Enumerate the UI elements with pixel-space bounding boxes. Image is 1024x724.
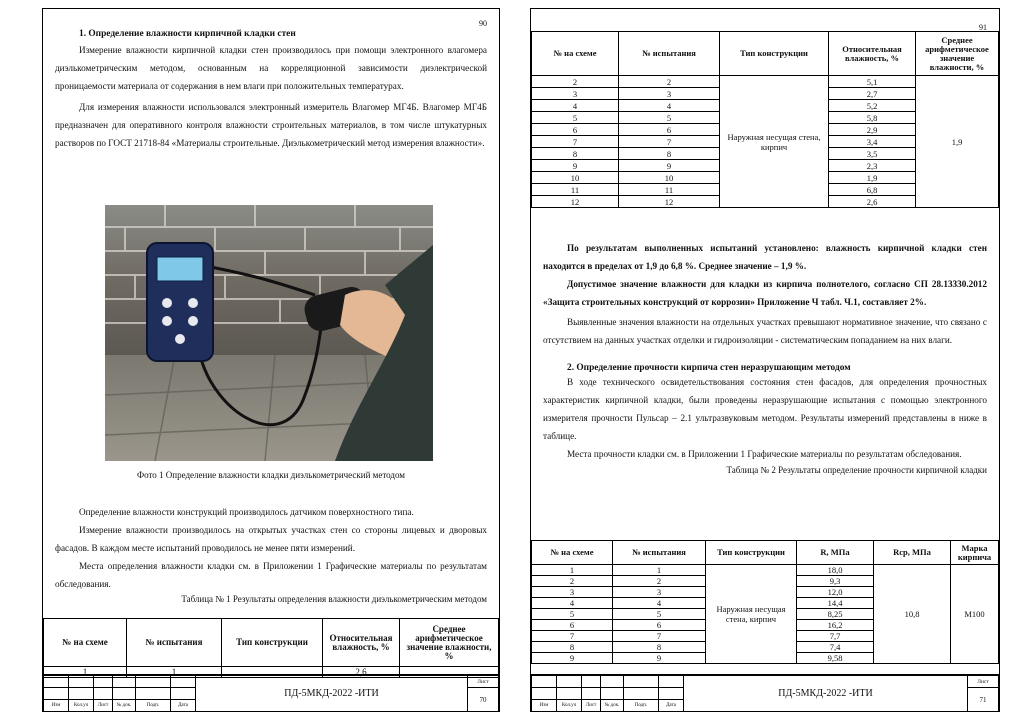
table-row: 1 1 Наружная несущая стена, кирпич 18,0 10,8 М100 (532, 565, 999, 576)
table-header: Тип конструкции (222, 619, 323, 667)
paragraph: Определение влажности конструкций производилось датчиком поверхностного типа. (79, 507, 414, 517)
sheet-label: Лист (468, 676, 499, 688)
table-row: 1 1 2,6 (44, 667, 499, 678)
table-row: 7 7 3,4 (532, 136, 999, 148)
paragraph: Измерение влажности производилось на открытых участках стен со стороны лицевых и дворовых фасадов. В каждом месте испытаний проводилось не менее пяти измерений. (55, 525, 487, 553)
section-heading: 2. Определение прочности кирпича стен неразрушающим методом (567, 363, 851, 373)
table-header: № испытания (127, 619, 222, 667)
table-row: 3 3 2,7 (532, 88, 999, 100)
moisture-meter-photo (105, 205, 433, 461)
page-number: 90 (479, 19, 487, 28)
photo-caption: Фото 1 Определение влажности кладки диэлькометрический методом (136, 470, 405, 480)
title-block: ПД-5МКД-2022 -ИТИ Лист 70 Изм Кол.уч Лист № док. Подп. Дата (43, 674, 499, 712)
sheet-number: 71 (968, 688, 999, 712)
table-row: 11 11 6,8 (532, 184, 999, 196)
table-row: 10 10 1,9 (532, 172, 999, 184)
rcp-value: 10,8 (874, 565, 951, 664)
table-row: 3 3 12,0 (532, 587, 999, 598)
moisture-table-start (43, 618, 499, 678)
table-header: Относительная влажность, % (323, 619, 400, 667)
document-code: ПД-5МКД-2022 -ИТИ (196, 676, 468, 712)
table-row: 5 5 5,8 (532, 112, 999, 124)
table-row: 8 8 3,5 (532, 148, 999, 160)
paragraph: Выявленные значения влажности на отдельных участках превышают нормативное значение, что связано с отсутствием на данных участках отделки и гидроизоляции - систематическим попаданием на них влаги. (543, 317, 987, 345)
document-code: ПД-5МКД-2022 -ИТИ (684, 676, 968, 712)
table-row: 9 9 9,58 (532, 653, 999, 664)
table-row: 7 7 7,7 (532, 631, 999, 642)
moisture-table-cont: № на схеме № испытания Тип конструкции Относительная влажность, % Среднее арифметическое значение влажности, % 2 2 Наружная несущая стена, кирпич 5,1 1,9 3 3 2,7 4 4 5,2 5 5 5,8 6 6 2,9 7 7 3,4 8 8 3,5 9 9 2,3 10 10 1,9 11 11 6,8 12 12 2,6 (531, 31, 999, 208)
table-row: 4 4 14,4 (532, 598, 999, 609)
section-heading: 1. Определение влажности кирпичной кладки стен (79, 29, 296, 39)
table-row: 2 2 9,3 (532, 576, 999, 587)
table-row: 8 8 7,4 (532, 642, 999, 653)
strength-table: № на схеме № испытания Тип конструкции R, МПа Rcp, МПа Марка кирпича 1 1 Наружная несущая стена, кирпич 18,0 10,8 М100 2 2 9,3 3 3 12,0 4 4 14,4 5 5 8,25 6 6 16,2 7 7 7,7 8 8 7,4 9 9 9,58 (531, 540, 999, 664)
table-header: Среднее арифметическое значение влажности, % (400, 619, 499, 667)
table-row: 5 5 8,25 (532, 609, 999, 620)
paragraph: В ходе технического освидетельствования состояния стен фасадов, для определения прочностных характеристик кирпичной кладки, были проведены неразрушающие испытания с помощью электронного измерителя прочности Пульсар – 2.1 ультразвуковым методом. Результаты измерений представлены в ниже в таблице. (543, 377, 987, 441)
paragraph: Измерение влажности кирпичной кладки стен производилось при помощи электронного влагомера диэлькометрическим методом, основанным на корреляционной зависимости диэлектрической проницаемости материала от содержания в нем влаги при положительных температурах. (55, 45, 487, 91)
paragraph: Места определения влажности кладки см. в Приложении 1 Графические материалы по результатам обследования. (55, 561, 487, 589)
page-number: 91 (979, 23, 987, 32)
paragraph: Места прочности кладки см. в Приложении 1 Графические материалы по результатам обследования. (567, 449, 962, 459)
table-row: 2 2 Наружная несущая стена, кирпич 5,1 1,9 (532, 76, 999, 88)
paragraph: По результатам выполненных испытаний установлено: влажность кирпичной кладки стен находится в пределах от 1,9 до 6,8 %. Среднее значение – 1,9 %. (543, 243, 987, 271)
paragraph: Для измерения влажности использовался электронный измеритель Влагомер МГ4Б. Влагомер МГ4Б предназначен для оперативного контроля влажности строительных материалов, в том числе штукатурных растворов по ГОСТ 21718-84 «Материалы строительные. Диэлькометрический метод измерения влажности». (55, 102, 487, 148)
table-row: 9 9 2,3 (532, 160, 999, 172)
table-header: № на схеме (44, 619, 127, 667)
construction-type: Наружная несущая стена, кирпич (720, 76, 829, 208)
table-row: 12 12 2,6 (532, 196, 999, 208)
title-block: ПД-5МКД-2022 -ИТИ Лист 71 Изм Кол.уч Лист № док. Подп. Дата (531, 674, 999, 712)
table-title: Таблица № 1 Результаты определения влажности диэлькометрическим методом (181, 594, 487, 604)
table-title: Таблица № 2 Результаты определение прочности кирпичной кладки (726, 465, 987, 475)
paragraph: Допустимое значение влажности для кладки из кирпича полнотелого, согласно СП 28.13330.2012 «Защита строительных конструкций от коррозии» Приложение Ч табл. Ч.1, составляет 2%. (543, 279, 987, 307)
table-row: 4 4 5,2 (532, 100, 999, 112)
table-row: 6 6 16,2 (532, 620, 999, 631)
right-page (530, 8, 1000, 712)
left-page (42, 8, 500, 712)
average-value: 1,9 (916, 76, 999, 208)
table-row: 6 6 2,9 (532, 124, 999, 136)
construction-type: Наружная несущая стена, кирпич (706, 565, 797, 664)
sheet-number: 70 (468, 688, 499, 712)
sheet-label: Лист (968, 676, 999, 688)
brick-grade: М100 (951, 565, 999, 664)
